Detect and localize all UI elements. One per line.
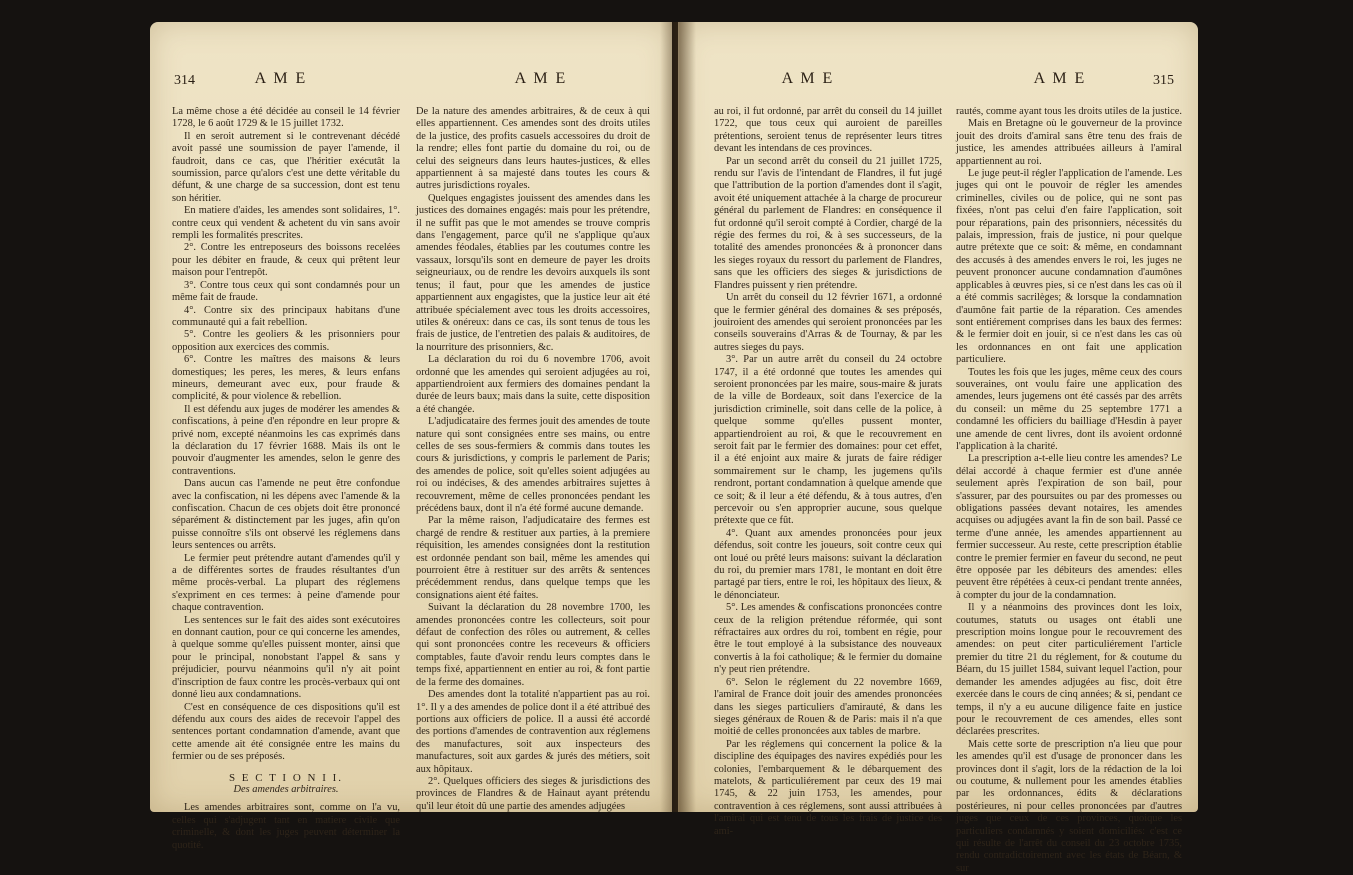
paragraph: 2°. Contre les entreposeurs des boissons recelées pour les débiter en fraude, & ceux qui prêtent leur maison pour l'entrepôt. [172, 242, 400, 279]
paragraph: Le juge peut-il régler l'application de l'amende. Les juges qui ont le pouvoir de régler les amendes criminelles, civiles ou de police, qui ne sont pas fixées, n'ont pas celui d'en faire l'application, soit pour réparations, pain des prisonniers, nécessités du palais, impression, frais de justice, ni pour quelque autre prétexte que ce soit: & même, en condamnant des accusés à des amendes envers le roi, les juges ne peuvent prononcer aucune condamnation d'aumônes applicables à œuvres pies, si ce n'est dans les cas où il a été commis sacrilèges; & lorsque la condamnation d'aumône fait partie de la réparation. Ces amendes sont entiérement comprises dans les baux des fermes: & le fermier doit en jouir, si ce n'est dans les cas où les ordonnances en ont fait une application particuliere. [956, 168, 1182, 366]
paragraph: Par la même raison, l'adjudicataire des fermes est chargé de rendre & restituer aux parties, à la premiere réquisition, les amendes consignées dont la restitution est ordonnée pendant son bail, même les amendes qui pourroient être à restituer sur des arrêts & sentences précédemment rendus, dans quelque temps que les consignations aient été faites. [416, 515, 650, 601]
right-page-header [678, 70, 1198, 96]
left-col2-paragraphs [416, 106, 650, 813]
paragraph: 5°. Les amendes & confiscations prononcées contre ceux de la religion prétendue réformée, qui sont réfractaires aux ordres du roi, tombent en régie, pour être le tout employé à la subsistance des nouveaux convertis à la foi catholique; & le fermier du domaine n'y peut rien prétendre. [714, 602, 942, 676]
left-col1-paragraphs [172, 106, 400, 764]
paragraph: L'adjudicataire des fermes jouit des amendes de toute nature qui sont consignées entre ses mains, ou entre celles de ses sous-fermiers & commis dans toutes les cours & jurisdictions, y compris le parlement de Paris; des amendes de police, soit qu'elles soient adjugées au roi ou indécises, & des amendes arbitraires sujettes à recouvrement, même de celles prononcées pendant les précédens baux, dont il n'a été formé aucune demande. [416, 416, 651, 514]
paragraph: 6°. Contre les maîtres des maisons & leurs domestiques; les peres, les meres, & leurs enfans mineurs, demeurant avec eux, pour fraude & complicité, & pour violence & rebellion. [172, 354, 400, 403]
left-running-head-1: A M E [254, 70, 308, 87]
paragraph: Toutes les fois que les juges, même ceux des cours souveraines, ont voulu faire une application des amendes, leurs jugemens ont été cassés par des arrêts du conseil: un même du 25 septembre 1771 a condamné les officiers du bailliage d'Hesdin à payer une amende de cent livres, dont ils avoient ordonné l'application à la charité. [956, 366, 1182, 452]
paragraph: Mais cette sorte de prescription n'a lieu que pour les amendes qu'il est d'usage de prononcer dans les provinces dont il s'agit, lors de la rédaction de la loi ou coutume, & nullement pour les amendes établies par les ordonnances, édits & déclarations postérieures, ni pour celles prononcées par d'autres juges que ceux de ces provinces, quoique les particuliers condamnés y soient domiciliés: c'est ce qui résulte de l'arrêt du conseil du 23 octobre 1735, rendu contradictoirement avec les états de Béarn, & sur [956, 738, 1182, 874]
paragraph: au roi, il fut ordonné, par arrêt du conseil du 14 juillet 1722, que tous ceux qui auroient de pareilles prétentions, seroient tenus de représenter leurs titres devant les intendans de ces provinces. [714, 106, 942, 155]
paragraph: Le fermier peut prétendre autant d'amendes qu'il y a de différentes sortes de fraudes résultantes d'un même procès-verbal. La plupart des réglemens s'expriment en ces termes: à peine d'amende pour chaque contravention. [172, 552, 400, 614]
paragraph: Les sentences sur le fait des aides sont exécutoires en donnant caution, pour ce qui concerne les amendes, à quelque somme qu'elles puissent monter, ainsi que pour le principal, nonobstant l'appel & sans y préjudicier, pourvu néanmoins qu'il n'y ait point d'inscription de faux contre les procès-verbaux qui ont donné lieu aux condamnations. [172, 614, 400, 701]
paragraph: Des amendes dont la totalité n'appartient pas au roi. 1°. Il y a des amendes de police dont il a été attribué des portions aux officiers de police. Il a aussi été accordé des portions d'amendes de contravention aux réglemens des manufactures, soit aux inspecteurs des manufactures, soit aux gardes & jurés des métiers, soit aux hôpitaux. [416, 689, 650, 775]
paragraph: C'est en conséquence de ces dispositions qu'il est défendu aux cours des aides de recevoir l'appel des sentences portant condamnation d'amende, avant que cette amende ait été consignée entre les mains du fermier ou de ses préposés. [172, 701, 400, 763]
left-page-column-1 [172, 106, 400, 851]
paragraph: De la nature des amendes arbitraires, & de ceux à qui elles appartiennent. Ces amendes sont des droits utiles de la justice, des profits casuels accessoires du droit de la rendre; elles font partie du domaine du roi, ou de celui des seigneurs dans leurs hautes-justices, & elles appartiennent à sa majesté dans toutes les cours & autres jurisdictions royales. [416, 106, 650, 192]
left-page [150, 22, 672, 851]
paragraph: La déclaration du roi du 6 novembre 1706, avoit ordonné que les amendes qui seroient adjugées au roi, appartiendroient aux fermiers des domaines pendant la durée de leurs baux; mais dans la suite, cette disposition a été changée. [416, 354, 650, 415]
paragraph: rautés, comme ayant tous les droits utiles de la justice. [956, 106, 1182, 117]
right-page-number: 315 [1153, 73, 1174, 88]
paragraph: Par un second arrêt du conseil du 21 juillet 1725, rendu sur l'avis de l'intendant de Flandres, il fut jugé que l'attribution de la portion d'amendes dont il s'agit, avoit été uniquement attachée à la charge de procureur général du parlement de Flandres: en conséquence il fut ordonné qu'il seroit compté à Cordier, chargé de la régie des fermes du roi, & à ses successeurs, de la totalité des amendes prononcées & à prononcer dans les sieges royaux du ressort du parlement de Flandres, sans que les officiers des sieges & jurisdictions de Flandres puissent y rien prétendre. [714, 155, 942, 291]
paragraph: En matiere d'aides, les amendes sont solidaires, 1°. contre ceux qui vendent & achetent du vin sans avoir rempli les formalités prescrites. [172, 205, 400, 242]
right-page-column-2 [956, 106, 1182, 874]
paragraph: 2°. Quelques officiers des sieges & jurisdictions des provinces de Flandres & de Hainaut ayant prétendu qu'il leur étoit dû une partie des amendes adjugées [416, 775, 650, 812]
paragraph: 4°. Contre six des principaux habitans d'une communauté qui a fait rebellion. [172, 304, 400, 328]
paragraph: Quelques engagistes jouissent des amendes dans les justices des domaines engagés: mais pour les prétendre, il ne suffit pas que le mot amendes se trouve compris dans l'engagement, parce qu'il ne s'applique qu'aux amendes féodales, établies par les coutumes contre les vassaux, lorsqu'ils sont en demeure de payer les droits seigneuriaux, ou de rendre les devoirs auxquels ils sont tenus; il faut, pour que les amendes de justice appartiennent aux engagistes, que la justice leur ait été attribuée spécialement avec tous les droits accessoires, utiles & onéreux: dans ce cas, ils sont tenus de tous les frais de justice, de l'entretien des palais & auditoires, de la nourriture des prisonniers, &c. [416, 192, 650, 353]
paragraph: La prescription a-t-elle lieu contre les amendes? Le délai accordé à chaque fermier est d'une année seulement après l'expiration de son bail, pour s'assurer, par des poursuites ou par des promesses ou obligations passées devant notaires, les amendes acquises ou adjugées avant la fin de son bail. Passé ce terme d'une année, les amendes appartiennent au fermier successeur. Au reste, cette prescription établie contre le premier fermier en faveur du second, ne peut être opposée par les débiteurs des amendes: elles peuvent être répétées à ceux-ci pendant trente années, à compter du jour de la condamnation. [956, 453, 1182, 601]
paragraph: Il est défendu aux juges de modérer les amendes & confiscations, à peine d'en répondre en leur propre & privé nom, excepté néanmoins les cas exprimés dans la déclaration du 17 février 1688. Mais ils ont le pouvoir d'augmenter les amendes, selon le genre des contraventions. [172, 403, 400, 477]
paragraph: Un arrêt du conseil du 12 février 1671, a ordonné que le fermier général des domaines & ses préposés, jouiroient des amendes qui seroient prononcées par les conseils souverains d'Arras & de Tournay, & par les autres sieges du pays. [714, 292, 942, 353]
right-running-head-2: A M E [1033, 70, 1087, 87]
paragraph: Il en seroit autrement si le contrevenant décédé avoit passé une soumission de payer l'amende, il faudroit, dans ce cas, que l'héritier exécutât la soumission, parce qu'alors c'est une dette véritable du défunt, & une charge de sa succession, dont est tenu son héritier. [172, 130, 400, 204]
left-page-column-2 [416, 106, 651, 812]
paragraph: Dans aucun cas l'amende ne peut être confondue avec la confiscation, ni les dépens avec l'amende & la confiscation. Chacun de ces objets doit être prononcé séparément & distinctement par les juges, afin qu'on puisse connoître s'ils ont observé les réglemens dans leurs sentences ou arrêts. [172, 478, 400, 552]
paragraph: Suivant la déclaration du 28 novembre 1700, les amendes prononcées contre les collecteurs, soit pour défaut de confection des rôles ou autrement, & celles qui sont prononcées contre les receveurs & officiers comptables, faute d'avoir rendu leurs comptes dans le temps fixé, appartiennent en entier au roi, & font partie de la ferme des domaines. [416, 602, 650, 688]
right-col1-paragraphs [714, 106, 942, 838]
left-col1-tail: Les amendes arbitraires sont, comme on l'a vu, celles qui s'adjugent tant en matiere civile que criminelle, & dont les juges peuvent déterminer la quotité. [172, 802, 400, 851]
paragraph: 5°. Contre les geoliers & les prisonniers pour opposition aux exercices des commis. [172, 329, 400, 353]
paragraph: La même chose a été décidée au conseil le 14 février 1728, le 6 août 1729 & le 15 juillet 1732. [172, 106, 400, 130]
right-col2-paragraphs [956, 106, 1182, 875]
book-gutter [660, 22, 696, 812]
paragraph: Il y a néanmoins des provinces dont les loix, coutumes, statuts ou usages ont établi une prescription moins longue pour le recouvrement des amendes: on peut citer particuliérement l'article premier du titre 21 du réglement, for & coutume du Béarn, du 15 juillet 1584, suivant lequel l'action, pour demander les amendes adjugées au fisc, doit être exercée dans le cours de cinq années; & si, pendant ce temps, il n'y a eu aucune diligence faite en justice pour le recouvrement de ces amendes, elles sont déclarées prescrites. [956, 602, 1182, 738]
right-page [678, 22, 1198, 874]
left-page-number: 314 [174, 73, 195, 88]
paragraph: Mais en Bretagne où le gouverneur de la province jouit des droits d'amiral sans être tenu des frais de justice, les amendes attribuées ailleurs à l'amiral appartiennent au roi. [956, 118, 1182, 167]
right-running-head-1: A M E [781, 70, 835, 87]
paragraph: 3°. Par un autre arrêt du conseil du 24 octobre 1747, il a été ordonné que toutes les amendes qui seroient prononcées par les maire, sous-maire & jurats de la ville de Bordeaux, soit dans l'exercice de la jurisdiction criminelle, soit dans celle de la police, à quelque somme qu'elles pussent monter, appartiendroient au roi, & que le recouvrement en seroit fait par le fermier des domaines: pour cet effet, il a été enjoint aux maire & jurats de faire rédiger sommairement sur le champ, les jugemens qu'ils rendront, portant condamnation à quelque amende que ce soit; & il leur a été défendu, & à tous autres, d'en percevoir ou s'en approprier aucune, sous quelque prétexte que ce fût. [714, 354, 942, 527]
left-running-head-2: A M E [514, 70, 568, 87]
paragraph: 6°. Selon le réglement du 22 novembre 1669, l'amiral de France doit jouir des amendes prononcées dans les sieges particuliers d'amirauté, & dans les sieges généraux de Rouen & de Paris: mais il n'a que moitié de celles prononcées aux tables de marbre. [714, 676, 942, 738]
section-subtitle: Des amendes arbitraires. [233, 783, 339, 795]
right-page-column-1 [714, 106, 942, 837]
paragraph: 3°. Contre tous ceux qui sont condamnés pour un même fait de fraude. [172, 279, 400, 304]
paragraph: 4°. Quant aux amendes prononcées pour jeux défendus, soit contre les joueurs, soit contre ceux qui ont loué ou prêté leurs maisons: suivant la déclaration du roi, du premier mars 1781, le montant en doit être partagé par tiers, entre le roi, les hôpitaux des lieux, & le dénonciateur. [714, 527, 942, 601]
paragraph: Par les réglemens qui concernent la police & la discipline des équipages des navires expédiés pour les colonies, l'embarquement & le débarquement des matelots, & particuliérement par ceux des 19 mai 1745, & 22 juin 1753, les amendes, pour contravention à ces réglemens, sont aussi attribuées à l'amiral qui est tenu de tous les frais de justice des ami- [714, 738, 942, 837]
section-title: S E C T I O N I I. [228, 771, 344, 784]
